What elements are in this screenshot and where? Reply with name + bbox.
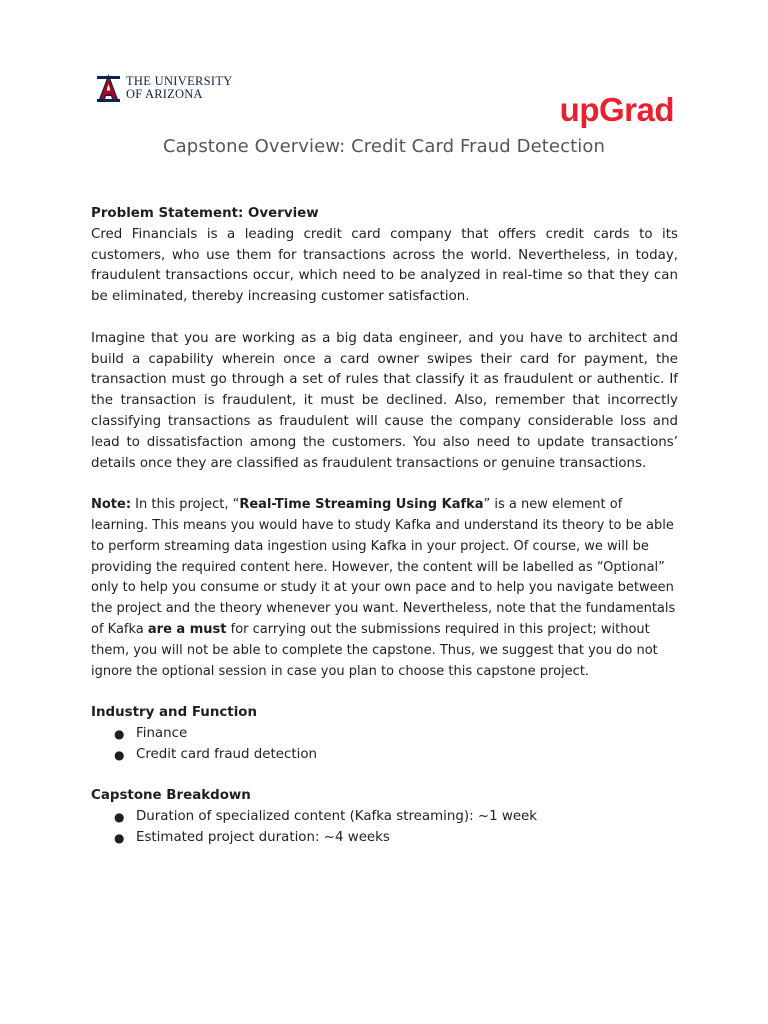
- list-item-text: Finance: [136, 725, 188, 741]
- university-name-line2: OF ARIZONA: [126, 87, 203, 101]
- list-item-text: Estimated project duration: ~4 weeks: [136, 829, 390, 845]
- note-text-1: In this project, “: [131, 497, 240, 513]
- bullet-icon: ●: [114, 810, 125, 825]
- note-bold-kafka: Real-Time Streaming Using Kafka: [239, 497, 484, 513]
- industry-list: [91, 724, 678, 766]
- bullet-icon: ●: [114, 830, 125, 845]
- note-label: Note:: [91, 497, 132, 513]
- list-item: [114, 807, 678, 828]
- bullet-icon: ●: [114, 747, 125, 762]
- university-name-line1: THE UNIVERSITY: [126, 74, 233, 88]
- list-item: [114, 745, 678, 766]
- university-of-arizona-logo: [96, 73, 233, 103]
- problem-paragraph-1: Cred Financials is a leading credit card company that offers credit cards to its customers, who use them for transactions across the world. Nevertheless, in today, fraudulent transactions occur, which need to be analyzed in real-time so that they can be eliminated, thereby increasing customer satisfaction.: [91, 226, 678, 305]
- note-text-2: ” is a new element of learning. This means you would have to study Kafka and understand its theory to be able to perform streaming data ingestion using Kafka in your project. Of course, we will be providing the required content here. However, the content will be labelled as “Optional” only to help you consume or study it at your own pace and to help you navigate between the project and the theory whenever you want. Nevertheless, note that the fundamentals of Kafka: [91, 497, 676, 637]
- document-title: Capstone Overview: Credit Card Fraud Detection: [163, 136, 605, 157]
- capstone-breakdown-heading: Capstone Breakdown: [91, 788, 251, 804]
- note-bold-must: are a must: [147, 621, 227, 637]
- industry-heading: Industry and Function: [91, 705, 258, 721]
- list-item-text: Duration of specialized content (Kafka streaming): ~1 week: [136, 809, 538, 825]
- document-body: [91, 204, 678, 849]
- list-item: [114, 724, 678, 745]
- note-text-3: for carrying out the submissions required in this project; without them, you will not be able to complete the capstone. Thus, we suggest that you do not ignore the optional session in case you plan to choose this capstone project.: [91, 621, 658, 679]
- note-paragraph: [91, 495, 678, 682]
- arizona-block-a-icon: [96, 73, 121, 103]
- list-item: [114, 828, 678, 849]
- problem-statement-heading: Problem Statement: Overview: [91, 206, 319, 221]
- bullet-icon: ●: [114, 726, 125, 741]
- problem-paragraph-2: Imagine that you are working as a big data engineer, and you have to architect and build a capability wherein once a card owner swipes their card for payment, the transaction must go through a set of rules that classify it as fraudulent or authentic. If the transaction is fraudulent, it must be declined. Also, remember that incorrectly classifying transactions as fraudulent will cause the company considerable loss and lead to dissatisfaction among the customers. You also need to update transactions’ details once they are classified as fraudulent transactions or genuine transactions.: [91, 330, 678, 471]
- upgrad-logo: upGrad: [559, 91, 674, 128]
- list-item-text: Credit card fraud detection: [136, 746, 318, 762]
- breakdown-list: [91, 807, 678, 849]
